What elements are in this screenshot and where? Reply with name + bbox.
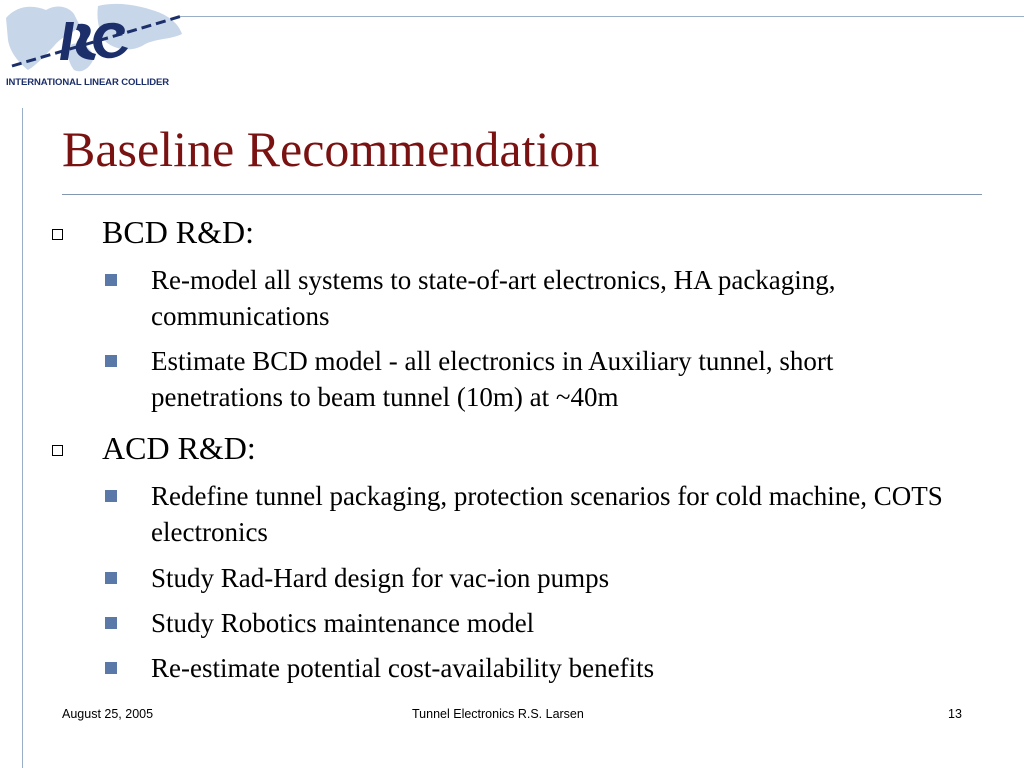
square-bullet-icon [105, 572, 117, 584]
slide-title: Baseline Recommendation [62, 121, 600, 177]
square-bullet-icon [105, 617, 117, 629]
section-heading-acd: ACD R&D: [102, 430, 256, 466]
square-bullet-icon [105, 662, 117, 674]
footer-date: August 25, 2005 [62, 707, 154, 721]
left-frame-rule [22, 108, 23, 768]
square-bullet-icon [105, 355, 117, 367]
footer-title: Tunnel Electronics R.S. Larsen [412, 707, 584, 721]
list-item: Re-estimate potential cost-availability benefits [151, 653, 655, 683]
list-item: Re-model all systems to state-of-art electronics, HA packaging, communications [151, 265, 836, 331]
list-item: Study Rad-Hard design for vac-ion pumps [151, 563, 610, 593]
hollow-square-bullet-icon [52, 445, 63, 456]
list-item: Study Robotics maintenance model [151, 608, 535, 638]
ilc-logo [2, 0, 186, 96]
ilc-logo-icon [2, 0, 186, 80]
list-item: Redefine tunnel packaging, protection scenarios for cold machine, COTS electronics [151, 481, 943, 547]
logo-caption: INTERNATIONAL LINEAR COLLIDER [6, 77, 169, 88]
top-frame-rule [180, 16, 1024, 17]
hollow-square-bullet-icon [52, 229, 63, 240]
section-heading-bcd: BCD R&D: [102, 214, 255, 250]
title-divider [62, 194, 982, 195]
square-bullet-icon [105, 274, 117, 286]
list-item: Estimate BCD model - all electronics in Auxiliary tunnel, short penetrations to beam tunnel (10m) at ~40m [151, 346, 834, 412]
square-bullet-icon [105, 490, 117, 502]
page-number: 13 [948, 707, 962, 721]
